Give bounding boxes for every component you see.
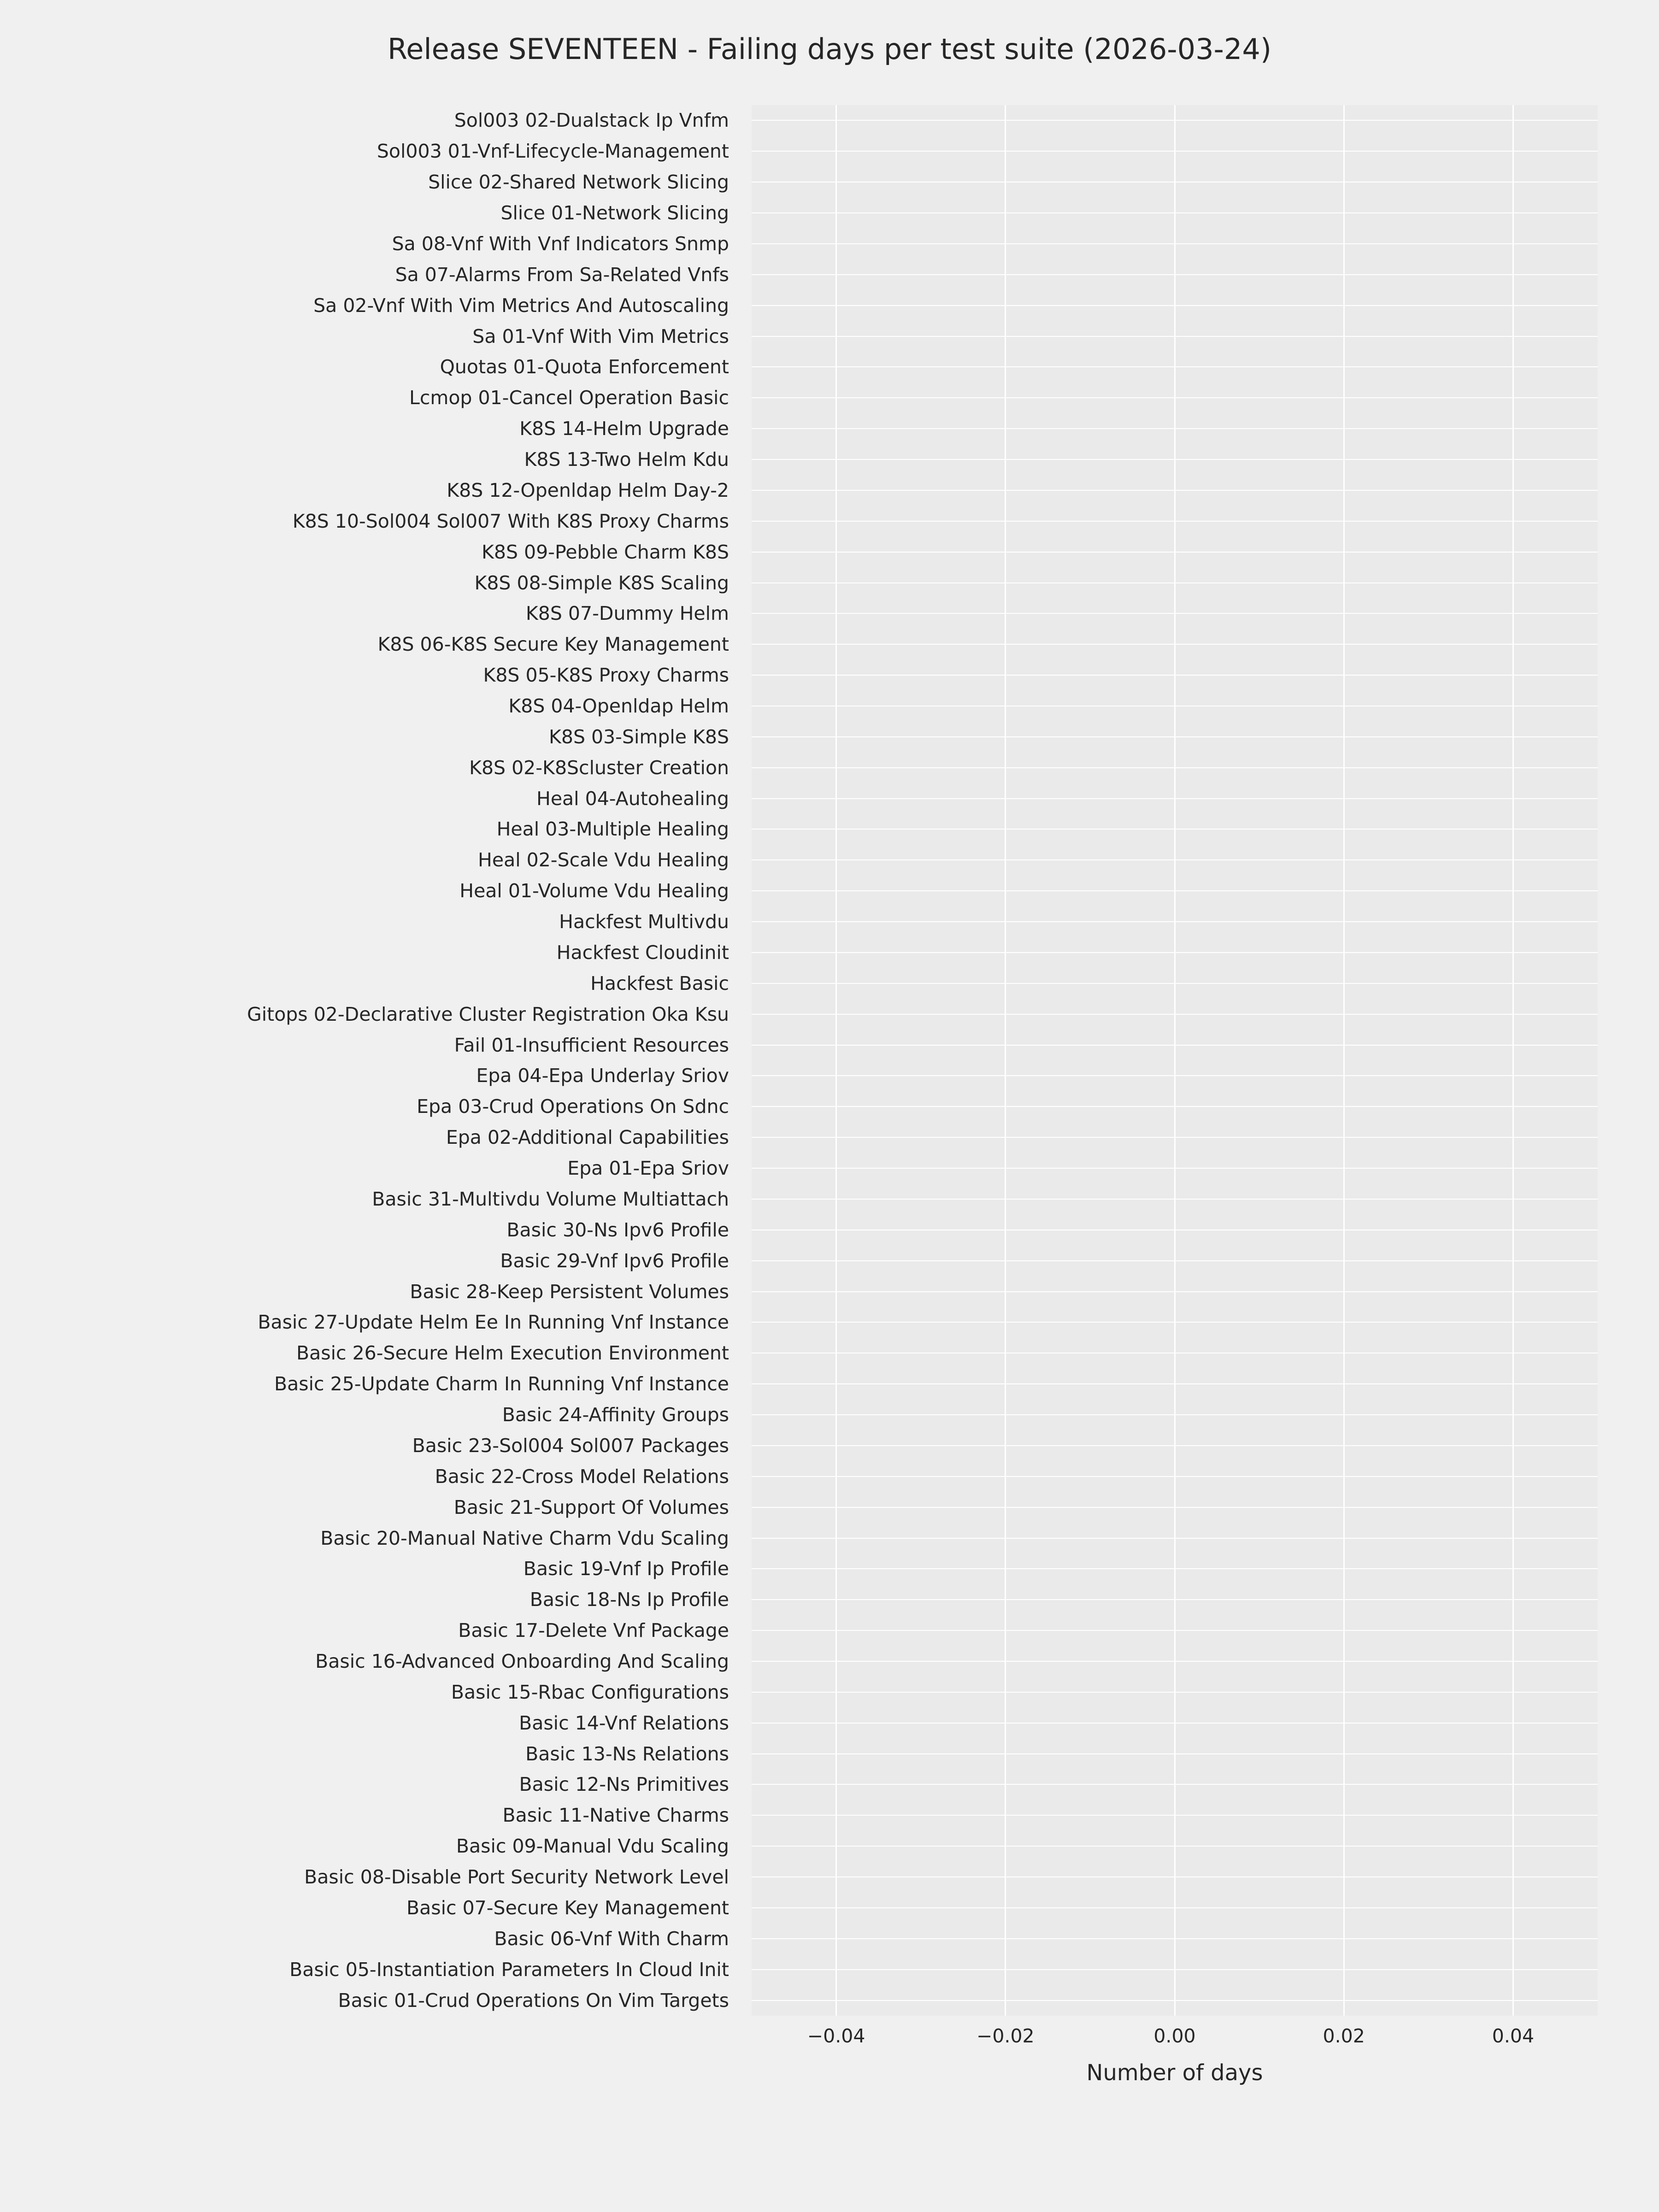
y-tick-label: K8S 13-Two Helm Kdu — [524, 448, 729, 471]
y-tick-label: K8S 03-Simple K8S — [548, 725, 729, 748]
y-gridline — [752, 397, 1598, 398]
y-gridline — [752, 1260, 1598, 1261]
y-gridline — [752, 829, 1598, 830]
y-gridline — [752, 644, 1598, 645]
y-gridline — [752, 613, 1598, 614]
y-tick-label: Basic 19-Vnf Ip Profile — [523, 1558, 729, 1580]
y-gridline — [752, 305, 1598, 306]
y-gridline — [752, 274, 1598, 275]
y-tick-label: Sol003 02-Dualstack Ip Vnfm — [454, 109, 729, 132]
y-gridline — [752, 736, 1598, 737]
y-gridline — [752, 1538, 1598, 1539]
y-tick-label: K8S 10-Sol004 Sol007 With K8S Proxy Charms — [292, 510, 729, 532]
y-tick-label: Basic 21-Support Of Volumes — [453, 1496, 729, 1518]
y-gridline — [752, 1168, 1598, 1169]
y-tick-label: Basic 30-Ns Ipv6 Profile — [506, 1218, 729, 1241]
y-gridline — [752, 428, 1598, 429]
x-axis-label: Number of days — [1086, 2060, 1263, 2086]
y-tick-label: Heal 04-Autohealing — [536, 787, 729, 810]
y-gridline — [752, 1322, 1598, 1323]
x-tick-label: −0.02 — [976, 2025, 1035, 2047]
y-tick-label: Basic 05-Instantiation Parameters In Cloud Init — [289, 1958, 729, 1981]
y-gridline — [752, 1599, 1598, 1600]
y-tick-label: Basic 17-Delete Vnf Package — [458, 1619, 729, 1642]
y-tick-label: Basic 20-Manual Native Charm Vdu Scaling — [320, 1527, 729, 1549]
y-gridline — [752, 336, 1598, 337]
y-tick-label: Basic 01-Crud Operations On Vim Targets — [338, 1989, 729, 2012]
y-tick-label: Sa 07-Alarms From Sa-Related Vnfs — [395, 263, 729, 286]
y-tick-label: Quotas 01-Quota Enforcement — [440, 356, 729, 378]
y-gridline — [752, 1507, 1598, 1508]
y-tick-label: Basic 18-Ns Ip Profile — [529, 1588, 729, 1611]
y-tick-label: Basic 29-Vnf Ipv6 Profile — [500, 1249, 729, 1272]
y-tick-label: Basic 11-Native Charms — [502, 1804, 729, 1827]
y-gridline — [752, 243, 1598, 244]
y-tick-label: Basic 25-Update Charm In Running Vnf Instance — [274, 1373, 729, 1395]
y-gridline — [752, 1568, 1598, 1569]
y-gridline — [752, 1907, 1598, 1908]
y-gridline — [752, 1815, 1598, 1816]
y-gridline — [752, 1291, 1598, 1292]
y-tick-label: Sa 01-Vnf With Vim Metrics — [472, 325, 729, 347]
y-tick-label: Basic 15-Rbac Configurations — [451, 1681, 729, 1703]
y-tick-label: K8S 06-K8S Secure Key Management — [377, 633, 729, 656]
x-gridline — [1343, 105, 1345, 2016]
y-tick-label: Epa 04-Epa Underlay Sriov — [476, 1065, 729, 1087]
y-gridline — [752, 1383, 1598, 1384]
y-tick-label: K8S 12-Openldap Helm Day-2 — [447, 479, 729, 501]
y-tick-label: Epa 01-Epa Sriov — [567, 1157, 729, 1180]
y-gridline — [752, 1137, 1598, 1138]
y-gridline — [752, 1661, 1598, 1662]
x-tick-label: −0.04 — [807, 2025, 865, 2047]
y-tick-label: Basic 06-Vnf With Charm — [494, 1927, 729, 1950]
y-tick-label: Sol003 01-Vnf-Lifecycle-Management — [377, 140, 729, 163]
y-gridline — [752, 767, 1598, 768]
y-tick-label: Slice 02-Shared Network Slicing — [428, 171, 729, 194]
y-gridline — [752, 490, 1598, 491]
y-gridline — [752, 521, 1598, 522]
y-tick-label: Basic 27-Update Helm Ee In Running Vnf Instance — [258, 1311, 729, 1334]
y-tick-label: Heal 03-Multiple Healing — [496, 818, 729, 841]
y-gridline — [752, 552, 1598, 553]
y-gridline — [752, 1014, 1598, 1015]
y-tick-label: Sa 08-Vnf With Vnf Indicators Snmp — [392, 232, 729, 255]
y-tick-label: Sa 02-Vnf With Vim Metrics And Autoscaling — [313, 294, 729, 317]
y-gridline — [752, 798, 1598, 799]
y-axis-tick-labels — [0, 105, 737, 2016]
y-gridline — [752, 983, 1598, 984]
y-tick-label: Hackfest Basic — [590, 972, 729, 994]
y-tick-label: Basic 24-Affinity Groups — [502, 1404, 729, 1426]
y-gridline — [752, 1846, 1598, 1847]
y-tick-label: Heal 01-Volume Vdu Healing — [459, 880, 729, 902]
y-gridline — [752, 151, 1598, 152]
y-tick-label: K8S 02-K8Scluster Creation — [469, 756, 729, 779]
y-tick-label: Fail 01-Insufficient Resources — [454, 1034, 729, 1056]
y-gridline — [752, 212, 1598, 213]
y-gridline — [752, 1476, 1598, 1477]
x-tick-label: 0.04 — [1492, 2025, 1535, 2047]
y-gridline — [752, 1753, 1598, 1754]
y-tick-label: Basic 08-Disable Port Security Network Level — [304, 1866, 729, 1888]
y-tick-label: Basic 16-Advanced Onboarding And Scaling — [315, 1650, 729, 1672]
y-tick-label: Epa 02-Additional Capabilities — [446, 1126, 729, 1149]
y-gridline — [752, 1445, 1598, 1446]
y-tick-label: Basic 12-Ns Primitives — [519, 1773, 729, 1796]
y-tick-label: Slice 01-Network Slicing — [500, 202, 729, 224]
y-tick-label: Basic 23-Sol004 Sol007 Packages — [412, 1434, 729, 1457]
y-tick-label: Hackfest Multivdu — [559, 911, 729, 933]
y-tick-label: Hackfest Cloudinit — [556, 941, 729, 964]
x-gridline — [835, 105, 837, 2016]
chart-title: Release SEVENTEEN - Failing days per test suite (2026-03-24) — [387, 32, 1272, 66]
y-tick-label: Basic 22-Cross Model Relations — [435, 1465, 729, 1488]
y-gridline — [752, 921, 1598, 922]
y-gridline — [752, 1106, 1598, 1107]
y-gridline — [752, 366, 1598, 367]
y-tick-label: Basic 13-Ns Relations — [525, 1742, 729, 1765]
y-gridline — [752, 675, 1598, 676]
y-gridline — [752, 1199, 1598, 1200]
x-gridline — [1005, 105, 1006, 2016]
y-gridline — [752, 582, 1598, 583]
y-tick-label: Heal 02-Scale Vdu Healing — [478, 849, 729, 871]
y-gridline — [752, 1784, 1598, 1785]
x-tick-label: 0.00 — [1153, 2025, 1196, 2047]
y-tick-label: Basic 07-Secure Key Management — [406, 1896, 729, 1919]
y-gridline — [752, 1938, 1598, 1939]
y-gridline — [752, 459, 1598, 460]
y-gridline — [752, 2000, 1598, 2001]
y-gridline — [752, 859, 1598, 860]
y-gridline — [752, 1723, 1598, 1724]
plot-area — [752, 105, 1598, 2016]
y-tick-label: K8S 09-Pebble Charm K8S — [481, 541, 729, 563]
x-gridline — [1512, 105, 1514, 2016]
x-tick-label: 0.02 — [1323, 2025, 1365, 2047]
y-tick-label: Basic 26-Secure Helm Execution Environment — [296, 1342, 729, 1365]
y-gridline — [752, 890, 1598, 891]
y-tick-label: Lcmop 01-Cancel Operation Basic — [409, 387, 729, 409]
y-gridline — [752, 1045, 1598, 1046]
y-gridline — [752, 1630, 1598, 1631]
x-gridline — [1174, 105, 1176, 2016]
y-gridline — [752, 1692, 1598, 1693]
y-tick-label: K8S 14-Helm Upgrade — [519, 418, 729, 440]
y-gridline — [752, 1414, 1598, 1415]
y-tick-label: K8S 07-Dummy Helm — [525, 602, 729, 625]
y-tick-label: K8S 08-Simple K8S Scaling — [474, 571, 729, 594]
y-tick-label: Gitops 02-Declarative Cluster Registration Oka Ksu — [247, 1003, 729, 1025]
y-tick-label: Basic 09-Manual Vdu Scaling — [456, 1835, 729, 1858]
y-tick-label: Basic 14-Vnf Relations — [519, 1712, 729, 1734]
y-tick-label: Basic 31-Multivdu Volume Multiattach — [372, 1188, 729, 1210]
y-gridline — [752, 120, 1598, 121]
x-axis-tick-labels — [752, 2016, 1598, 2057]
y-tick-label: Basic 28-Keep Persistent Volumes — [410, 1280, 729, 1303]
y-gridline — [752, 1969, 1598, 1970]
y-tick-label: K8S 04-Openldap Helm — [508, 694, 729, 717]
y-gridline — [752, 952, 1598, 953]
y-gridline — [752, 1075, 1598, 1076]
y-tick-label: Epa 03-Crud Operations On Sdnc — [417, 1095, 729, 1118]
y-tick-label: K8S 05-K8S Proxy Charms — [483, 664, 729, 687]
